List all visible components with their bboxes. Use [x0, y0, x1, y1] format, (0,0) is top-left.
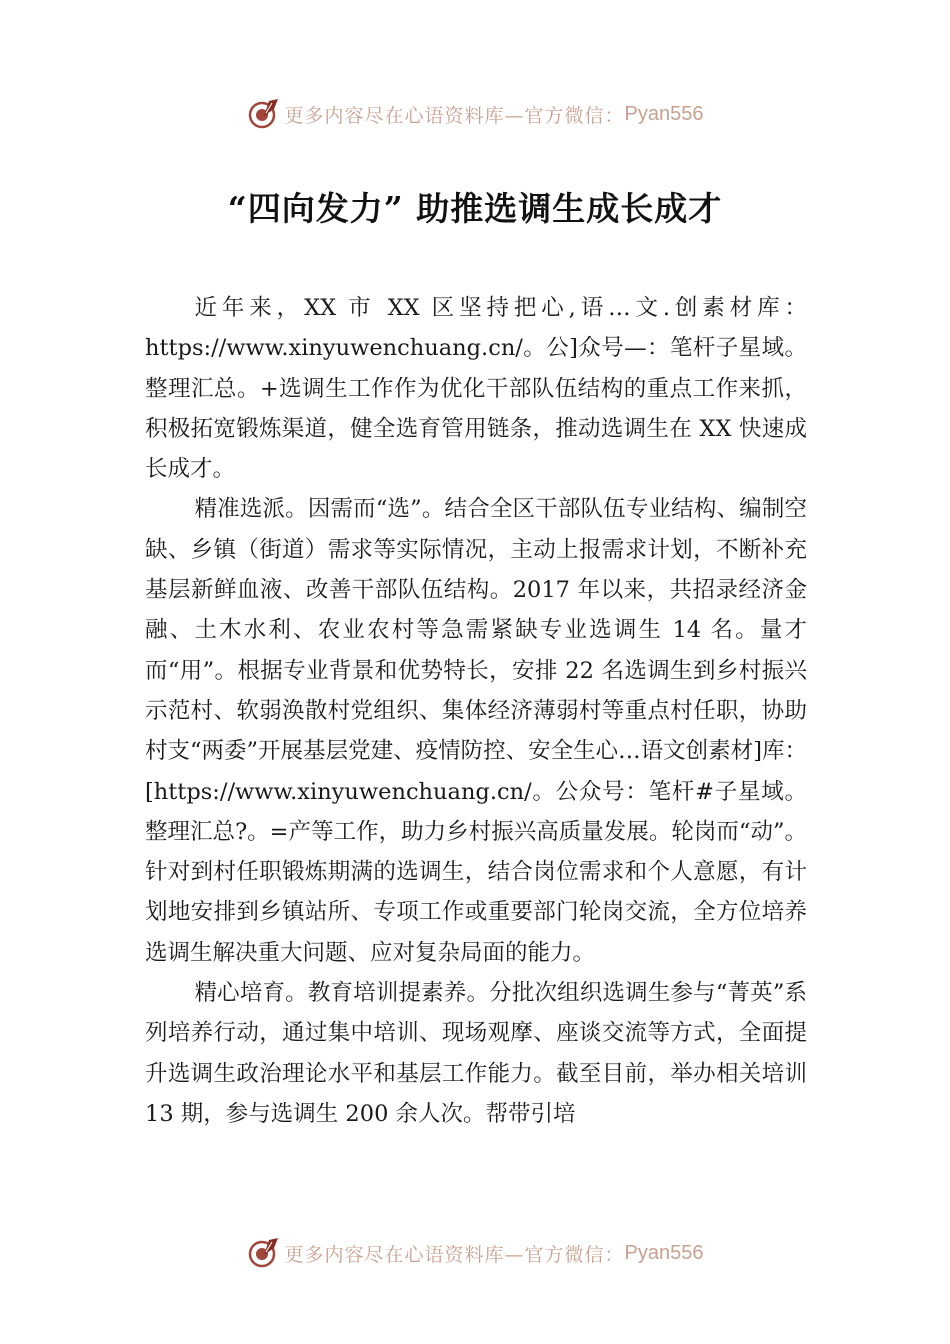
paragraph-intro: 近年来，XX 市 XX 区坚持把心,语…文.创素材库：https://www.xinyuwenchuang.cn/。公]众号—：笔杆子星域。整理汇总。+选调生工作作为优化干部队伍结构的重点工作来抓，积极拓宽锻炼渠道，健全选育管用链条，推动选调生在 XX 快速成长成才。	[145, 295, 807, 483]
header-watermark-banner	[0, 94, 950, 134]
pen-logo-icon	[247, 1236, 281, 1270]
document-title: “四向发力” 助推选调生成长成才	[227, 189, 723, 228]
watermark-text: 更多内容尽在心语资料库—官方微信：	[284, 104, 625, 127]
document-body	[145, 288, 807, 1134]
watermark-text: 更多内容尽在心语资料库—官方微信：	[284, 1243, 625, 1266]
paragraph-selection: 精准选派。因需而“选”。结合全区干部队伍专业结构、编制空缺、乡镇（街道）需求等实际情况，主动上报需求计划，不断补充基层新鲜血液、改善干部队伍结构。2017 年以来，共招录经济金融、土木水利、农业农村等急需紧缺专业选调生 14 名。量才而“用”。根据专业背景和优势特长，安排 22 名选调生到乡村振兴示范村、软弱涣散村党组织、集体经济薄弱村等重点村任职，协助村支“两委”开展基层党建、疫情防控、安全生心…语文创素材]库：[https://www.xinyuwenchuang.cn/。公众号：笔杆#子星域。整理汇总?。=产等工作，助力乡村振兴高质量发展。轮岗而“动”。针对到村任职锻炼期满的选调生，结合岗位需求和个人意愿，有计划地安排到乡镇站所、专项工作或重要部门轮岗交流，全方位培养选调生解决重大问题、应对复杂局面的能力。	[145, 496, 807, 966]
footer-watermark-banner	[0, 1233, 950, 1273]
paragraph-training: 精心培育。教育培训提素养。分批次组织选调生参与“菁英”系列培养行动，通过集中培训、现场观摩、座谈交流等方式，全面提升选调生政治理论水平和基层工作能力。截至目前，举办相关培训 13 期，参与选调生 200 余人次。帮带引培	[145, 980, 807, 1127]
watermark-handle: Pyan556	[624, 1241, 704, 1264]
pen-logo-icon	[247, 97, 281, 131]
watermark-handle: Pyan556	[624, 102, 704, 125]
